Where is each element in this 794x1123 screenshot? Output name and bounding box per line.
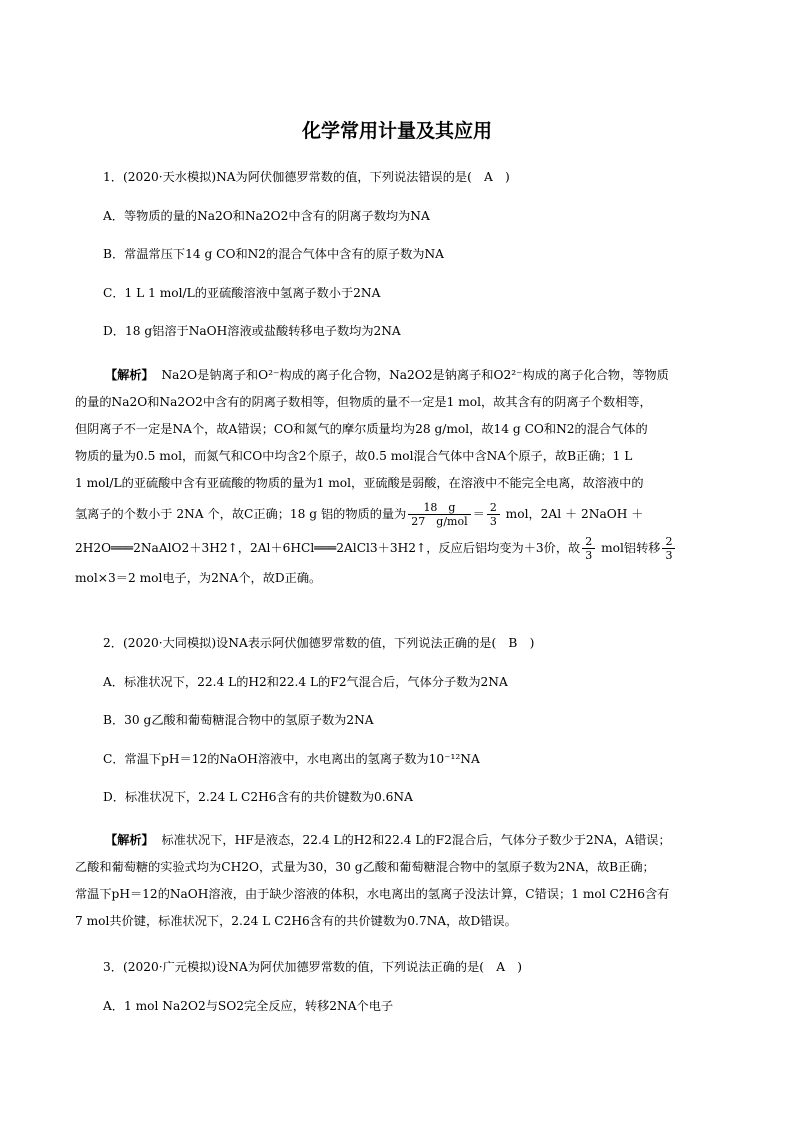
fraction-denominator: 27 g/mol xyxy=(411,515,468,528)
question-2-option-c: C．常温下pH＝12的NaOH溶液中，水电离出的氢离子数为10⁻¹²NA xyxy=(103,752,480,766)
question-2-analysis xyxy=(75,827,720,935)
fraction-numerator: 18 g xyxy=(408,501,470,515)
question-1-option-d: D．18 g铝溶于NaOH溶液或盐酸转移电子数均为2NA xyxy=(103,324,401,338)
fraction-denominator: 3 xyxy=(585,549,593,562)
analysis-line: 物质的量为0.5 mol，而氮气和CO中均含2个原子，故0.5 mol混合气体中含NA个原子，故B正确；1 L xyxy=(75,449,633,463)
fraction-numerator: 2 xyxy=(582,535,595,549)
fraction-denominator: 3 xyxy=(665,549,673,562)
analysis-text: mol，2Al ＋ 2NaOH ＋ xyxy=(501,507,644,521)
fraction-numerator: 2 xyxy=(662,535,675,549)
analysis-label: 【解析】 xyxy=(105,833,154,847)
analysis-line: 2H2O═══2NaAlO2＋3H2↑，2Al＋6HCl═══2AlCl3＋3H2↑，反应后铝均变为＋3价，故 xyxy=(75,541,581,555)
analysis-fraction-line xyxy=(75,497,720,531)
question-1-option-b: B．常温常压下14 g CO和N2的混合气体中含有的原子数为NA xyxy=(103,247,444,261)
analysis-line: 标准状况下，HF是液态，22.4 L的H2和22.4 L的F2混合后，气体分子数少于2NA，A错误； xyxy=(161,833,671,847)
mass-over-molar-mass-fraction xyxy=(408,501,470,528)
question-3-option-a: A．1 mol Na2O2与SO2完全反应，转移2NA个电子 xyxy=(103,999,394,1013)
analysis-line: 常温下pH＝12的NaOH溶液，由于缺少溶液的体积，水电离出的氢离子没法计算，C错误；1 mol C2H6含有 xyxy=(75,887,670,901)
analysis-line: 但阴离子不一定是NA个，故A错误；CO和氮气的摩尔质量均为28 g/mol，故14 g CO和N2的混合气体的 xyxy=(75,422,648,436)
question-2-option-d: D．标准状况下，2.24 L C2H6含有的共价键数为0.6NA xyxy=(103,790,413,804)
question-2-option-b: B．30 g乙酸和葡萄糖混合物中的氢原子数为2NA xyxy=(103,713,374,727)
question-1-analysis xyxy=(75,362,720,592)
equals-sign: ＝ xyxy=(472,507,485,521)
two-thirds-fraction xyxy=(582,535,595,562)
question-2-stem: 2．(2020·大同模拟)设NA表示阿伏伽德罗常数的值，下列说法正确的是( B ) xyxy=(103,636,535,650)
fraction-denominator: 3 xyxy=(489,515,497,528)
analysis-fraction-line xyxy=(75,531,720,565)
analysis-line: 7 mol共价键，标准状况下，2.24 L C2H6含有的共价键数为0.7NA，故D错误。 xyxy=(75,914,517,928)
question-1-stem: 1．(2020·天水模拟)NA为阿伏伽德罗常数的值，下列说法错误的是( A ) xyxy=(103,170,510,184)
question-2-option-a: A．标准状况下，22.4 L的H2和22.4 L的F2气混合后，气体分子数为2NA xyxy=(103,675,508,689)
question-3-stem: 3．(2020·广元模拟)设NA为阿伏加德罗常数的值，下列说法正确的是( A ) xyxy=(103,960,522,974)
question-1-option-a: A．等物质的量的Na2O和Na2O2中含有的阴离子数均为NA xyxy=(103,209,430,223)
fraction-numerator: 2 xyxy=(487,501,500,515)
analysis-line: mol×3＝2 mol电子，为2NA个，故D正确。 xyxy=(75,571,322,585)
analysis-label: 【解析】 xyxy=(105,368,154,382)
analysis-text: mol铝转移 xyxy=(597,541,661,555)
analysis-line: 乙酸和葡萄糖的实验式均为CH2O，式量为30，30 g乙酸和葡萄糖混合物中的氢原子数为2NA，故B正确； xyxy=(75,860,655,874)
analysis-line: 1 mol/L的亚硫酸中含有亚硫酸的物质的量为1 mol，亚硫酸是弱酸，在溶液中不能完全电离，故溶液中的 xyxy=(75,476,644,490)
analysis-line: 氢离子的个数小于 2NA 个，故C正确；18 g 铝的物质的量为 xyxy=(75,507,407,521)
analysis-line: 的量的Na2O和Na2O2中含有的阴离子数相等，但物质的量不一定是1 mol，故其含有的阴离子个数相等， xyxy=(75,395,652,409)
analysis-line: Na2O是钠离子和O²⁻构成的离子化合物，Na2O2是钠离子和O2²⁻构成的离子化合物，等物质 xyxy=(161,368,669,382)
two-thirds-fraction xyxy=(487,501,500,528)
page-title: 化学常用计量及其应用 xyxy=(301,120,492,142)
question-1-option-c: C．1 L 1 mol/L的亚硫酸溶液中氢离子数小于2NA xyxy=(103,286,381,300)
two-thirds-fraction xyxy=(662,535,675,562)
